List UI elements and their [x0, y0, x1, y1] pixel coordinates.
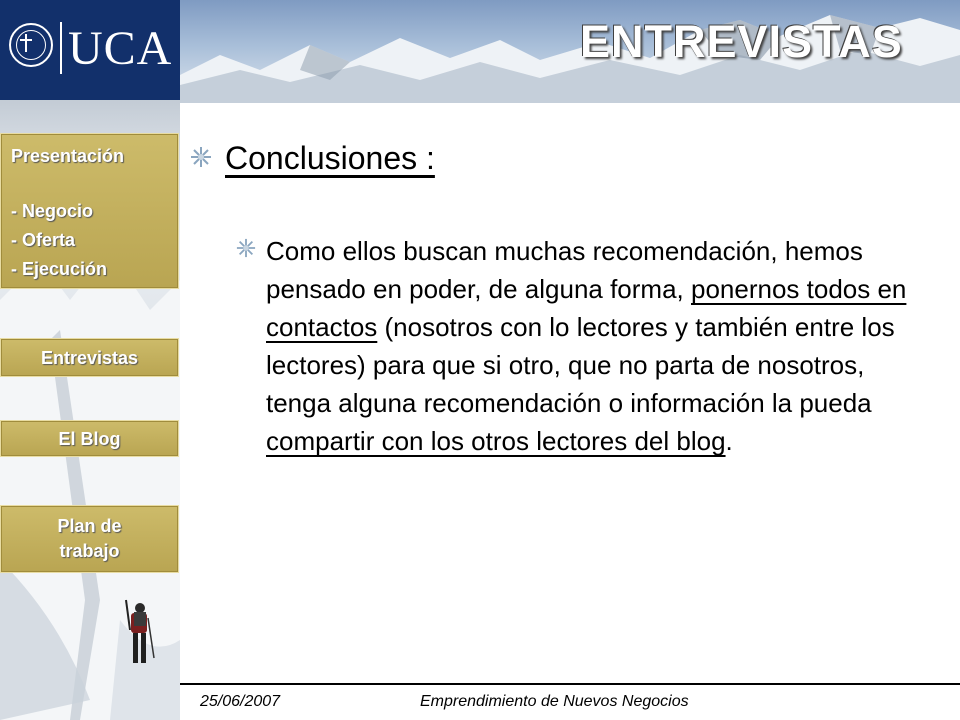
- nav-plan-line2: trabajo: [59, 541, 120, 561]
- nav-el-blog[interactable]: El Blog: [0, 420, 179, 457]
- university-seal-icon: [9, 23, 53, 67]
- nav-presentacion-label: Presentación: [11, 146, 125, 166]
- nav-entrevistas[interactable]: Entrevistas: [0, 338, 179, 377]
- paragraph-text-1: Como ellos buscan muchas recomendación, hemos pensado en poder, de alguna forma,: [266, 236, 863, 304]
- nav-item-negocio[interactable]: - Negocio: [11, 201, 94, 221]
- logo-text: UCA: [68, 22, 173, 75]
- footer-date: 25/06/2007: [200, 693, 281, 710]
- paragraph-text-2: (nosotros con lo lectores y también entre los lectores) para que si otro, que no parta de nosotros, tenga alguna recomendación o información la pueda: [266, 312, 895, 418]
- ornament-bullet-icon: [236, 238, 256, 258]
- ornament-bullet-icon: [190, 146, 212, 168]
- conclusion-paragraph: [266, 232, 936, 460]
- header-banner: [180, 0, 960, 103]
- uca-logo[interactable]: [0, 0, 180, 100]
- paragraph-underlined-2: compartir con los otros lectores del blog: [266, 426, 726, 456]
- nav-plan-de-trabajo[interactable]: [0, 505, 179, 573]
- nav-presentacion[interactable]: [0, 133, 179, 289]
- sidebar: [0, 0, 180, 720]
- nav-item-ejecucion[interactable]: - Ejecución: [11, 259, 108, 279]
- nav-plan-line1: Plan de: [57, 516, 122, 536]
- paragraph-text-3: .: [725, 426, 733, 456]
- section-heading: Conclusiones :: [225, 140, 435, 176]
- footer-title: Emprendimiento de Nuevos Negocios: [420, 693, 689, 710]
- page-title: ENTREVISTAS: [580, 16, 903, 67]
- paragraph-underlined-1: ponernos todos en contactos: [266, 274, 907, 342]
- nav-item-oferta[interactable]: - Oferta: [11, 230, 76, 250]
- hiker-image: [118, 598, 158, 668]
- footer-divider: [180, 683, 960, 685]
